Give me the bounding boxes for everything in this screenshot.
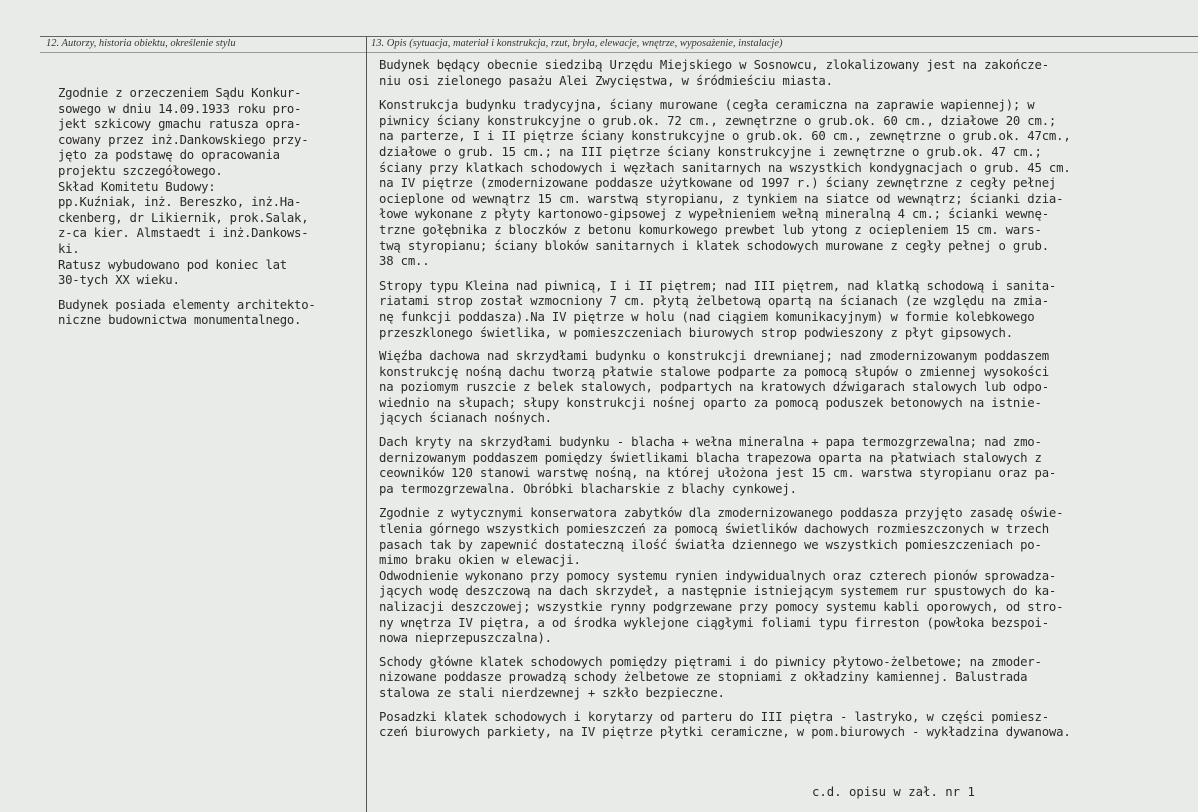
description-paragraph — [379, 98, 1179, 270]
text-line: na parterze, I i II piętrze ściany konstrukcyjne o grub.ok. 60 cm., zewnętrzne o grub.ok. 47cm., — [379, 129, 1071, 144]
text-line: na poziomym ruszcie z belek stalowych, podpartych na kratowych dźwigarach stalowych lub odpo- — [379, 380, 1049, 395]
text-line: Budynek posiada elementy architekto- — [58, 297, 316, 312]
header-rule — [40, 52, 1198, 53]
description-paragraph — [379, 349, 1179, 427]
text-line: przeszklonego świetlika, w pomieszczeniach biurowych strop podwieszony z płyt gipsowych. — [379, 325, 1013, 340]
text-line: konstrukcję nośną dachu tworzą płatwie stalowe podparte za pomocą słupów o zmiennej wysokości — [379, 364, 1049, 379]
text-line: jęto za podstawę do opracowania — [58, 148, 280, 163]
text-line: ceowników 120 stanowi warstwę nośną, na której ułożona jest 15 cm. warstwa styropianu oraz pa- — [379, 466, 1057, 481]
text-line: piwnicy ściany konstrukcyjne o grub.ok. 72 cm., zewnętrzne o grub.ok. 60 cm., działowe 20 cm.; — [379, 113, 1057, 128]
text-line: 38 cm.. — [379, 254, 430, 269]
text-line: tlenia górnego wszystkich pomieszczeń za pomocą świetlików dachowych rozmieszczonych w trzech — [379, 522, 1049, 537]
text-line: trzne gołębnika z bloczków z betonu komurkowego prewbet lub ytong z ociepleniem 15 cm. wars- — [379, 222, 1042, 237]
text-line: nowa nieprzepuszczalna). — [379, 631, 552, 646]
text-line: jekt szkicowy gmachu ratusza opra- — [58, 117, 302, 132]
history-column — [58, 86, 358, 329]
text-line: Odwodnienie wykonano przy pomocy systemu rynien indywidualnych oraz czterech pionów sprowadza- — [379, 568, 1057, 583]
column-divider — [366, 36, 367, 812]
text-line: sowego w dniu 14.09.1933 roku pro- — [58, 101, 302, 116]
text-line: ny wnętrza IV piętra, a od środka wyklejone ciągłymi foliami typu firreston (powłoka bezspoi- — [379, 615, 1049, 630]
text-line: projektu szczegółowego. — [58, 163, 223, 178]
text-line: Zgodnie z orzeczeniem Sądu Konkur- — [58, 86, 302, 100]
text-line: Stropy typu Kleina nad piwnicą, I i II piętrem; nad III piętrem, nad klatką schodową i sanita- — [379, 278, 1057, 293]
description-paragraph — [379, 279, 1179, 341]
text-line: ocieplone od wewnątrz 15 cm. warstwą styropianu, z tynkiem na siatce od wewnątrz; ścianki dzia- — [379, 191, 1064, 206]
text-line: pasach tak by zapewnić dostateczną ilość światła dziennego we wszystkich pomieszczeniach po- — [379, 537, 1042, 552]
text-line: nalizacji deszczowej; wszystkie rynny podgrzewane przy pomocy systemu kabli oporowych, od stro- — [379, 600, 1064, 614]
description-paragraph — [379, 655, 1179, 702]
text-line: Ratusz wybudowano pod koniec lat — [58, 257, 287, 272]
description-paragraph — [379, 506, 1179, 646]
history-paragraph — [58, 86, 358, 289]
text-line: jących wodę deszczową na dach skrzydeł, a następnie istniejącym systemem rur spustowych do ka- — [379, 584, 1057, 599]
text-line: łowe wykonane z płyty kartonowo-gipsowej z wypełnieniem wełną mineralną 4 cm.; ścianki wewnę- — [379, 207, 1049, 222]
description-paragraph — [379, 58, 1179, 89]
text-line: czeń biurowych parkiety, na IV piętrze płytki ceramiczne, w pom.biurowych - wykładzina dywanowa. — [379, 725, 1071, 740]
text-line: wiednio na słupach; słupy konstrukcji nośnej oparto za pomocą poduszek betonowych na istnie- — [379, 395, 1042, 410]
text-line: Zgodnie z wytycznymi konserwatora zabytków dla zmodernizowanego poddasza przyjęto zasadę oświe- — [379, 506, 1064, 521]
text-line: nę funkcji poddasza).Na IV piętrze w holu (nad ciągiem komunikacyjnym) w formie kolebkowego — [379, 309, 1035, 324]
text-line: Posadzki klatek schodowych i korytarzy od parteru do III piętra - lastryko, w części pomiesz- — [379, 709, 1049, 724]
text-line: cowany przez inż.Dankowskiego przy- — [58, 132, 309, 147]
text-line: nizowane poddasze prowadzą schody żelbetowe ze stopniami z okładziny kamiennej. Balustrada — [379, 670, 1028, 685]
text-line: na IV piętrze (zmodernizowane poddasze użytkowane od 1997 r.) ściany zewnętrzne z cegły pełnej — [379, 176, 1057, 191]
text-line: 30-tych XX wieku. — [58, 273, 180, 288]
text-line: pa termozgrzewalna. Obróbki blacharskie z blachy cynkowej. — [379, 481, 797, 496]
text-line: niu osi zielonego pasażu Alei Zwycięstwa, w śródmieściu miasta. — [379, 73, 833, 88]
text-line: riatami strop został wzmocniony 7 cm. płytą żelbetową opartą na ścianach (ze względu na zmia- — [379, 294, 1049, 309]
text-line: jących ścianach nośnych. — [379, 411, 552, 426]
text-line: Konstrukcja budynku tradycyjna, ściany murowane (cegła ceramiczna na zaprawie wapiennej); w — [379, 98, 1035, 113]
section-12-header: 12. Autorzy, historia obiektu, określenie stylu — [46, 38, 236, 49]
text-line: działowe o grub. 15 cm.; na III piętrze ściany konstrukcyjne i zewnętrzne o grub.ok. 47 cm.; — [379, 144, 1042, 159]
text-line: ki. — [58, 241, 80, 256]
text-line: dernizowanym poddaszem pomiędzy świetlikami blacha trapezowa oparta na płatwiach stalowych z — [379, 450, 1042, 465]
description-paragraph — [379, 710, 1179, 741]
text-line: ckenberg, dr Likiernik, prok.Salak, — [58, 210, 309, 225]
text-line: mimo braku okien w elewacji. — [379, 553, 581, 568]
text-line: pp.Kuźniak, inż. Bereszko, inż.Ha- — [58, 195, 302, 210]
text-line: Budynek będący obecnie siedzibą Urzędu Miejskiego w Sosnowcu, zlokalizowany jest na zakończe- — [379, 58, 1049, 72]
text-line: Dach kryty na skrzydłami budynku - blacha + wełna mineralna + papa termozgrzewalna; nad zmo- — [379, 435, 1042, 450]
description-column — [379, 58, 1179, 741]
history-paragraph — [58, 298, 358, 329]
text-line: stalowa ze stali nierdzewnej + szkło bezpieczne. — [379, 685, 725, 700]
text-line: niczne budownictwa monumentalnego. — [58, 313, 302, 328]
section-13-header: 13. Opis (sytuacja, materiał i konstrukcja, rzut, bryła, elewacje, wnętrze, wyposażenie, instalacje) — [371, 38, 783, 49]
continuation-note: c.d. opisu w zał. nr 1 — [812, 785, 975, 799]
text-line: Schody główne klatek schodowych pomiędzy piętrami i do piwnicy płytowo-żelbetowe; na zmoder- — [379, 654, 1042, 669]
text-line: Skład Komitetu Budowy: — [58, 179, 216, 194]
text-line: twą styropianu; ściany bloków sanitarnych i klatek schodowych murowane z cegły pełnej o grub. — [379, 238, 1049, 253]
text-line: Więźba dachowa nad skrzydłami budynku o konstrukcji drewnianej; nad zmodernizowanym poddaszem — [379, 349, 1049, 364]
text-line: z-ca kier. Almstaedt i inż.Dankows- — [58, 226, 309, 241]
text-line: ściany przy klatkach schodowych i węzłach sanitarnych na wszystkich kondygnacjach o grub. 45 cm. — [379, 160, 1071, 175]
description-paragraph — [379, 435, 1179, 497]
